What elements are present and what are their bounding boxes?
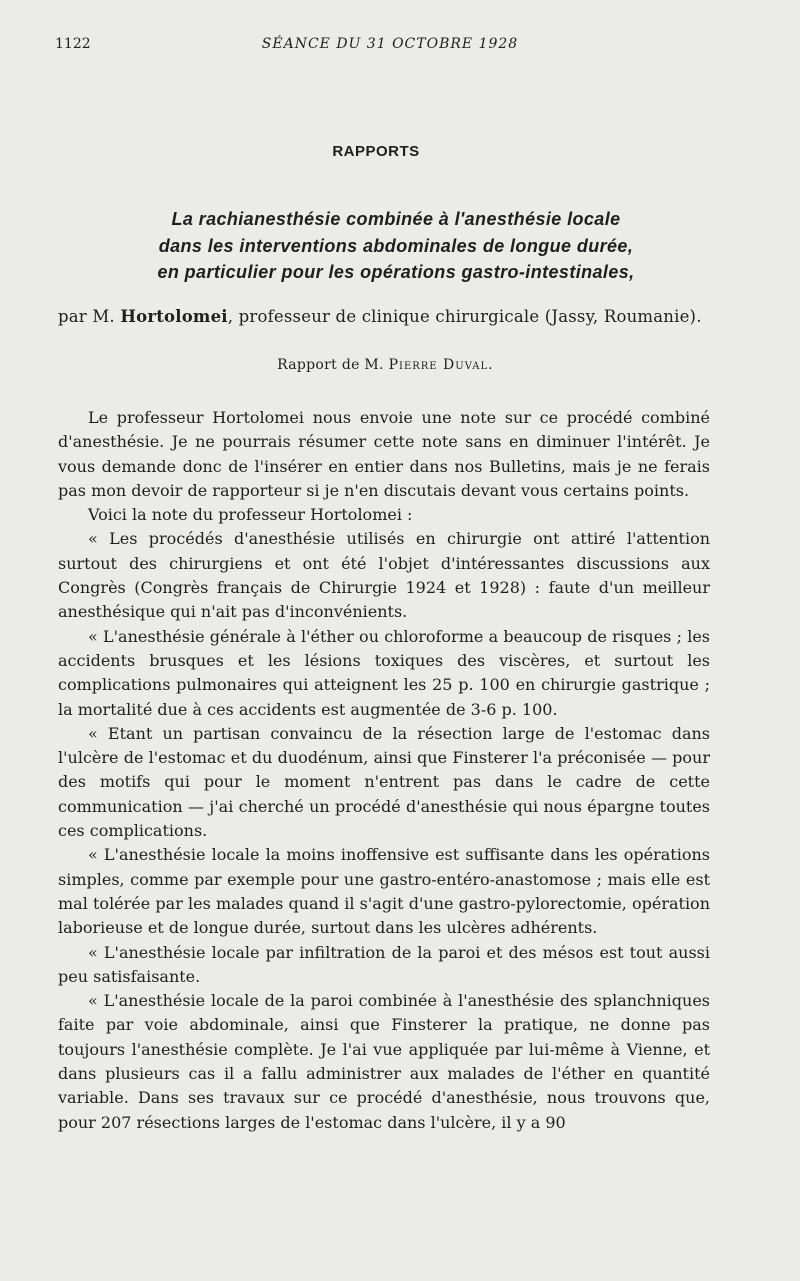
paragraph: Voici la note du professeur Hortolomei : <box>88 505 413 525</box>
section-title: RAPPORTS <box>332 143 420 160</box>
page-number: 1122 <box>55 36 91 52</box>
byline-affiliation: , professeur de clinique chirurgicale (Jassy, Roumanie). <box>227 307 702 326</box>
paragraph: « Les procédés d'anesthésie utilisés en chirurgie ont attiré l'attention surtout des chirurgiens et ont été l'objet d'intéressantes discussions aux Congrès (Congrès français de Chirurgie 1924 et 1928) : faute d'un meilleur anesthésique qui n'ait pas d'inconvénients. <box>58 529 710 622</box>
paragraph: « L'anesthésie locale par infiltration de la paroi et des mésos est tout aussi peu satisfaisante. <box>58 942 710 986</box>
article-title-line-3: en particulier pour les opérations gastro-intestinales, <box>157 262 635 282</box>
reporter-suffix: . <box>488 357 493 373</box>
article-title <box>40 206 752 286</box>
article-title-line-1: La rachianesthésie combinée à l'anesthésie locale <box>171 209 621 229</box>
byline <box>58 307 758 326</box>
reporter-prefix: Rapport de M. <box>277 357 384 373</box>
byline-author: Hortolomei <box>120 307 228 326</box>
header-title: SÉANCE DU 31 OCTOBRE 1928 <box>261 36 519 52</box>
paragraph: « L'anesthésie locale la moins inoffensive est suffisante dans les opérations simples, comme par exemple pour une gastro-entéro-anastomose ; mais elle est mal tolérée par les malades quand il s'agit d'une gastro-pylorectomie, opération laborieuse et de longue durée, surtout dans les ulcères adhérents. <box>58 845 710 938</box>
running-head <box>0 36 800 58</box>
article-body <box>58 406 710 1135</box>
paragraph: « Etant un partisan convaincu de la résection large de l'estomac dans l'ulcère de l'estomac et du duodénum, ainsi que Finsterer l'a préconisée — pour des motifs qui pour le moment n'entrent pas dans le cadre de cette communication — j'ai cherché un procédé d'anesthésie qui nous épargne toutes ces complications. <box>58 723 710 841</box>
paragraph: Le professeur Hortolomei nous envoie une note sur ce procédé combiné d'anesthésie. Je ne pourrais résumer cette note sans en diminuer l'intérêt. Je vous demande donc de l'insérer en entier dans nos Bulletins, mais je ne ferais pas mon devoir de rapporteur si je n'en discutais devant vous certains points. <box>58 408 710 500</box>
paragraph: « L'anesthésie locale de la paroi combinée à l'anesthésie des splanchniques faite par voie abdominale, ainsi que Finsterer la pratique, ne donne pas toujours l'anesthésie complète. Je l'ai vue appliquée par lui-même à Vienne, et dans plusieurs cas il a fallu administrer aux malades de l'éther en quantité variable. Dans ses travaux sur ce procédé d'anesthésie, nous trouvons que, pour 207 résections larges de l'estomac dans l'ulcère, il y a 90 <box>58 991 710 1132</box>
reporter-line <box>0 357 770 373</box>
paragraph: « L'anesthésie générale à l'éther ou chloroforme a beaucoup de risques ; les accidents brusques et les lésions toxiques des viscères, et surtout les complications pulmonaires qui atteignent les 25 p. 100 en chirurgie gastrique ; la mortalité due à ces accidents est augmentée de 3-6 p. 100. <box>58 626 710 719</box>
reporter-name: Pierre Duval <box>388 357 489 373</box>
byline-prefix: par M. <box>58 307 115 326</box>
article-title-line-2: dans les interventions abdominales de longue durée, <box>158 235 634 256</box>
